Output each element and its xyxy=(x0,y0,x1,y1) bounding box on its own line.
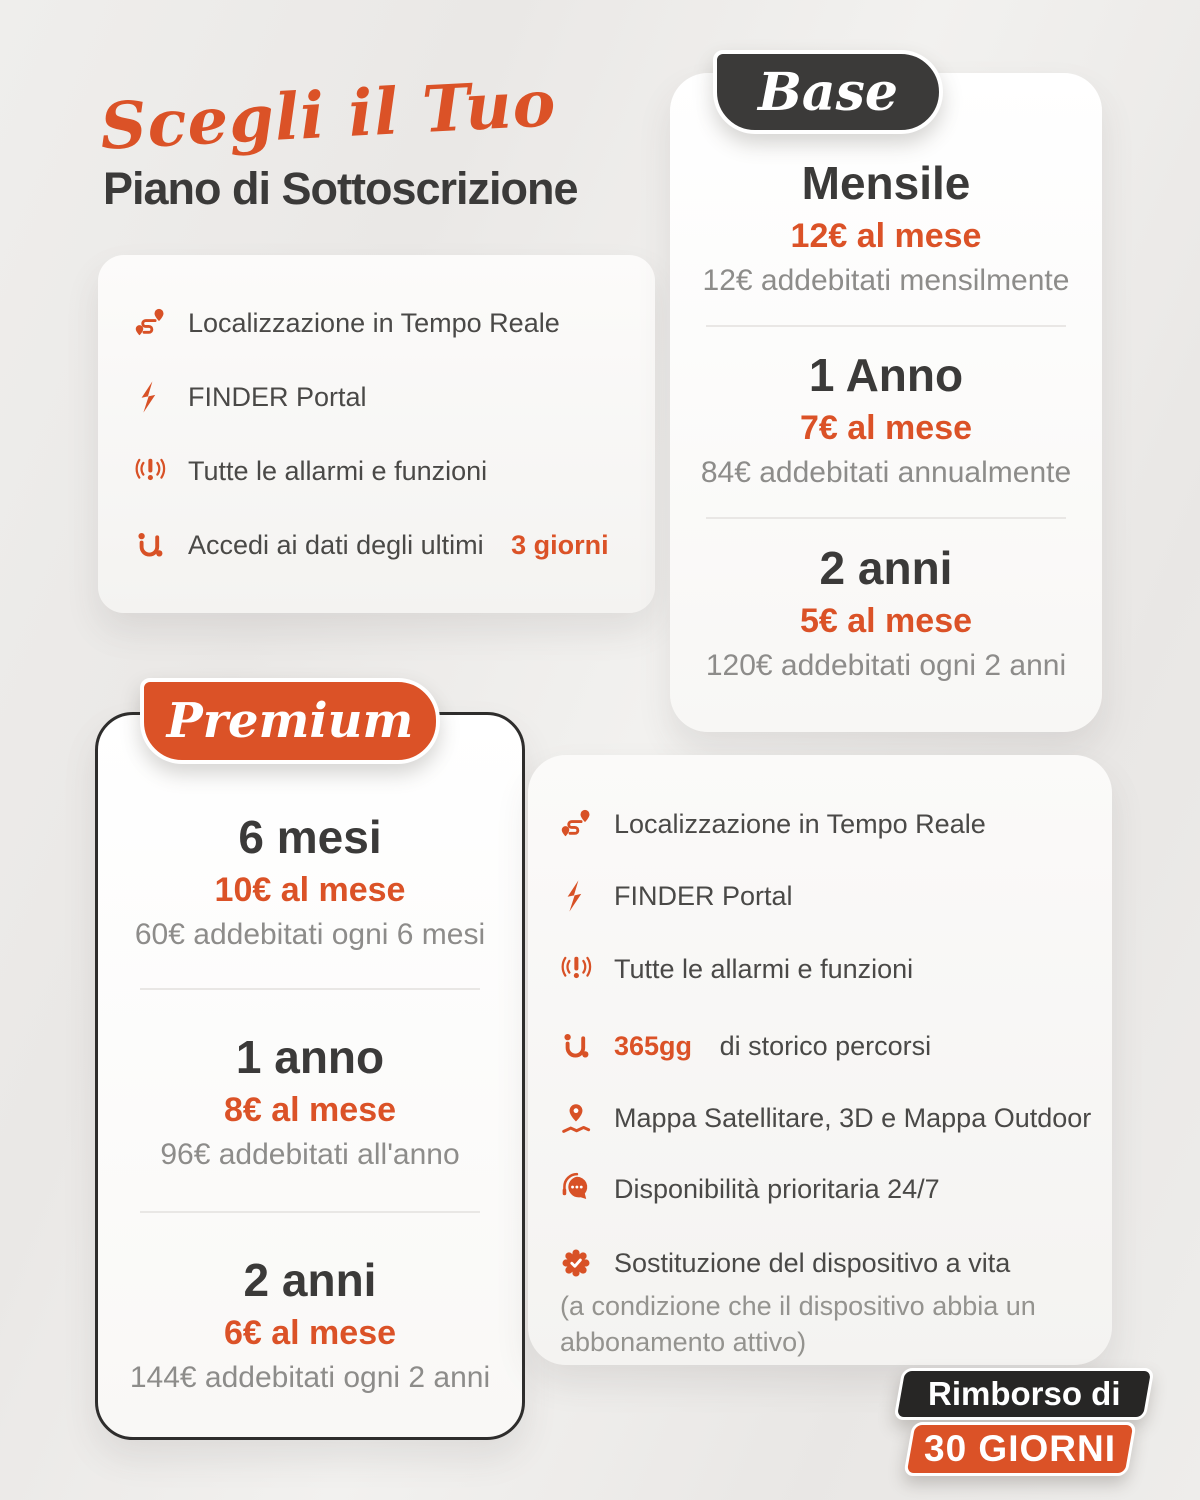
divider xyxy=(140,1211,480,1213)
tier-price: 6€ al mese xyxy=(223,1313,397,1352)
feature-row xyxy=(558,1171,940,1207)
premium-tier-2years xyxy=(98,1255,522,1394)
alarm-icon xyxy=(132,453,168,489)
premium-plan-card xyxy=(95,712,525,1440)
tier-name: 6 mesi xyxy=(238,811,382,863)
feature-highlight: 3 giorni xyxy=(511,529,609,560)
history-icon xyxy=(558,1028,594,1064)
tier-billing: 84€ addebitati annualmente xyxy=(700,455,1072,489)
money-back-top xyxy=(893,1368,1154,1420)
feature-note: (a condizione che il dispositivo abbia un abbonamento attivo) xyxy=(560,1291,1036,1358)
base-tier-2years xyxy=(670,543,1102,682)
history-icon xyxy=(132,527,168,563)
page-title: Piano di Sottoscrizione xyxy=(103,163,578,214)
feature-row xyxy=(558,806,986,842)
tier-billing: 60€ addebitati ogni 6 mesi xyxy=(134,917,486,951)
feature-row xyxy=(132,305,560,341)
finder-icon xyxy=(132,379,168,415)
money-back-line1: Rimborso di xyxy=(927,1375,1121,1412)
feature-label: Localizzazione in Tempo Reale xyxy=(614,808,986,839)
tier-name: 2 anni xyxy=(243,1254,377,1306)
title-script: Scegli il Tuo xyxy=(98,66,559,165)
base-tier-1year xyxy=(670,350,1102,489)
premium-badge-label: Premium xyxy=(166,693,414,749)
feature-row xyxy=(132,527,609,563)
feature-row xyxy=(558,1028,931,1064)
feature-label: Tutte le allarmi e funzioni xyxy=(614,953,914,984)
premium-plan-badge xyxy=(140,678,440,764)
route-icon xyxy=(132,305,168,341)
money-back-line2: 30 GIORNI xyxy=(924,1428,1116,1469)
money-back-badge xyxy=(898,1368,1158,1488)
map-icon xyxy=(558,1100,594,1136)
tier-name: 1 anno xyxy=(235,1031,385,1083)
feature-row xyxy=(558,951,913,987)
tier-billing: 96€ addebitati all'anno xyxy=(160,1137,460,1171)
divider xyxy=(140,988,480,990)
base-plan-card xyxy=(670,73,1102,732)
tier-name: 2 anni xyxy=(819,542,953,594)
feature-row xyxy=(558,878,793,914)
tier-price: 10€ al mese xyxy=(214,870,406,909)
divider xyxy=(706,517,1066,519)
feature-label: Localizzazione in Tempo Reale xyxy=(188,307,560,338)
base-features-card xyxy=(98,255,655,613)
warranty-icon xyxy=(558,1245,594,1281)
feature-label: di storico percorsi xyxy=(712,1030,932,1061)
tier-billing: 120€ addebitati ogni 2 anni xyxy=(705,648,1067,682)
feature-label: Accedi ai dati degli ultimi xyxy=(188,529,492,560)
premium-features-card xyxy=(528,755,1112,1365)
tier-name: 1 Anno xyxy=(808,349,964,401)
feature-label: Sostituzione del dispositivo a vita xyxy=(614,1247,1011,1278)
feature-row xyxy=(558,1245,1010,1281)
route-icon xyxy=(558,806,594,842)
base-plan-badge xyxy=(713,50,943,134)
premium-tier-1year xyxy=(98,1032,522,1171)
feature-label: Disponibilità prioritaria 24/7 xyxy=(614,1173,940,1204)
feature-label: Mappa Satellitare, 3D e Mappa Outdoor xyxy=(614,1102,1092,1133)
divider xyxy=(706,325,1066,327)
feature-highlight: 365gg xyxy=(614,1030,693,1061)
feature-label: Tutte le allarmi e funzioni xyxy=(188,455,488,486)
tier-price: 8€ al mese xyxy=(223,1090,397,1129)
tier-price: 5€ al mese xyxy=(799,601,973,640)
finder-icon xyxy=(558,878,594,914)
tier-price: 12€ al mese xyxy=(790,216,982,255)
tier-price: 7€ al mese xyxy=(799,408,973,447)
support-icon xyxy=(558,1171,594,1207)
feature-row xyxy=(558,1100,1091,1136)
base-badge-label: Base xyxy=(757,61,898,123)
feature-row xyxy=(132,453,487,489)
feature-row xyxy=(132,379,367,415)
tier-billing: 144€ addebitati ogni 2 anni xyxy=(129,1360,491,1394)
tier-name: Mensile xyxy=(801,157,971,209)
money-back-bottom xyxy=(903,1422,1137,1476)
feature-label: FINDER Portal xyxy=(614,880,793,911)
tier-billing: 12€ addebitati mensilmente xyxy=(702,263,1070,297)
feature-label: FINDER Portal xyxy=(188,381,367,412)
base-tier-monthly xyxy=(670,158,1102,297)
alarm-icon xyxy=(558,951,594,987)
premium-tier-6months xyxy=(98,812,522,951)
